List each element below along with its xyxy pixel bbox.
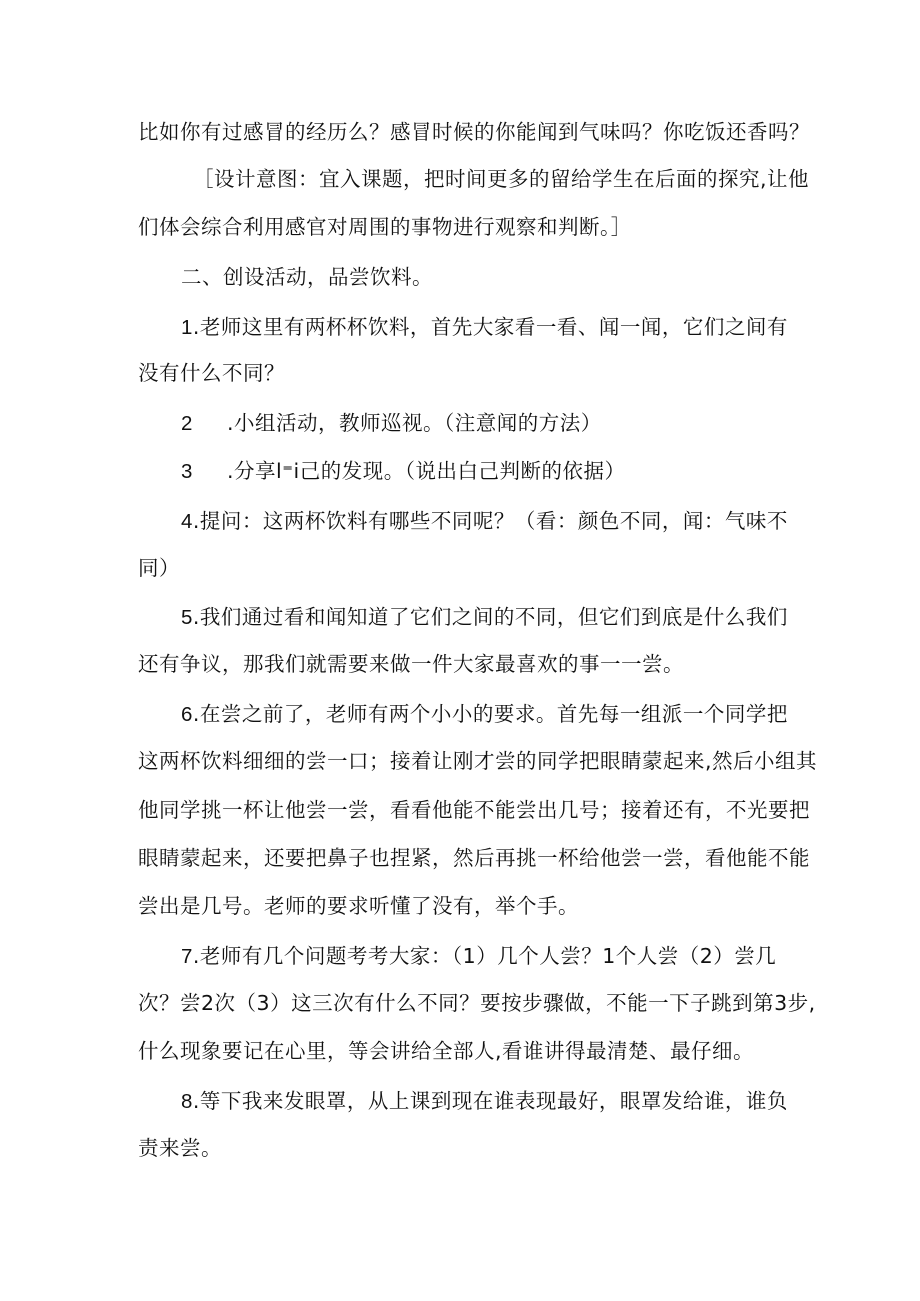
item-number: 7 <box>181 945 193 968</box>
item-line-1: .老师有几个问题考考大家：（1）几个人尝？1个人尝（2）尝几 <box>192 944 777 968</box>
list-item <box>181 408 602 439</box>
item-number: 8 <box>181 1090 193 1113</box>
item-number: 5 <box>181 606 193 629</box>
item-line-3: 他同学挑一杯让他尝一尝，看看他能不能尝出几号；接着还有，不光要把 <box>138 798 810 822</box>
item-line-2: 次？尝2次（3）这三次有什么不同？要按步骤做，不能一下子跳到第3步, <box>138 991 816 1015</box>
list-item <box>181 699 788 730</box>
item-line-2: 同） <box>138 556 180 580</box>
item-line-1: .小组活动，教师巡视。（注意闻的方法） <box>227 411 602 435</box>
item-line-2: 没有什么不同？ <box>138 361 285 385</box>
list-item <box>181 602 788 633</box>
item-line-1: .我们通过看和闻知道了它们之间的不同，但它们到底是什么我们 <box>192 605 788 629</box>
item-number: 2 <box>181 412 193 435</box>
item-line-2: 责来尝。 <box>138 1136 222 1160</box>
item-line-3: 什么现象要记在心里，等会讲给全部人,看谁讲得最清楚、最仔细。 <box>138 1039 755 1063</box>
item-line-2: 这两杯饮料细细的尝一口；接着让刚才尝的同学把眼睛蒙起来,然后小组其 <box>138 749 818 773</box>
item-number: 3 <box>181 460 193 483</box>
item-line-1: .分享l⁼i己的发现。（说出白己判断的依据） <box>227 459 626 483</box>
item-line-1: .提问：这两杯饮料有哪些不同呢？（看：颜色不同，闻：气味不 <box>192 509 788 533</box>
item-line-1: .等下我来发眼罩，从上课到现在谁表现最好，眼罩发给谁，谁负 <box>192 1089 788 1113</box>
item-line-5: 尝出是几号。老师的要求听懂了没有，举个手。 <box>138 894 579 918</box>
item-line-2: 还有争议，那我们就需要来做一件大家最喜欢的事一一尝。 <box>138 652 684 676</box>
intro-paragraph <box>138 117 810 147</box>
list-item <box>181 312 788 343</box>
item-line-4: 眼睛蒙起来，还要把鼻子也捏紧，然后再挑一杯给他尝一尝，看他能不能 <box>138 846 810 870</box>
design-intent-line-1: ［设计意图：宜入课题，把时间更多的留给学生在后面的探究,让他 <box>193 167 810 191</box>
item-number: 4 <box>181 510 193 533</box>
item-number: 1 <box>181 316 193 339</box>
list-item <box>181 456 625 487</box>
list-item <box>181 506 788 537</box>
design-intent-line-2: 们体会综合利用感官对周围的事物进行观察和判断。］ <box>138 215 632 239</box>
section-heading: 二、创设活动，品尝饮料。 <box>181 265 433 289</box>
intro-line-1: 比如你有过感冒的经历么？感冒时候的你能闻到气味吗？你吃饭还香吗？ <box>138 120 810 144</box>
list-item <box>181 941 776 972</box>
item-number: 6 <box>181 703 193 726</box>
item-line-1: .在尝之前了，老师有两个小小的要求。首先每一组派一个同学把 <box>192 702 788 726</box>
item-line-1: .老师这里有两杯杯饮料，首先大家看一看、闻一闻，它们之间有 <box>192 315 788 339</box>
list-item <box>181 1086 788 1117</box>
